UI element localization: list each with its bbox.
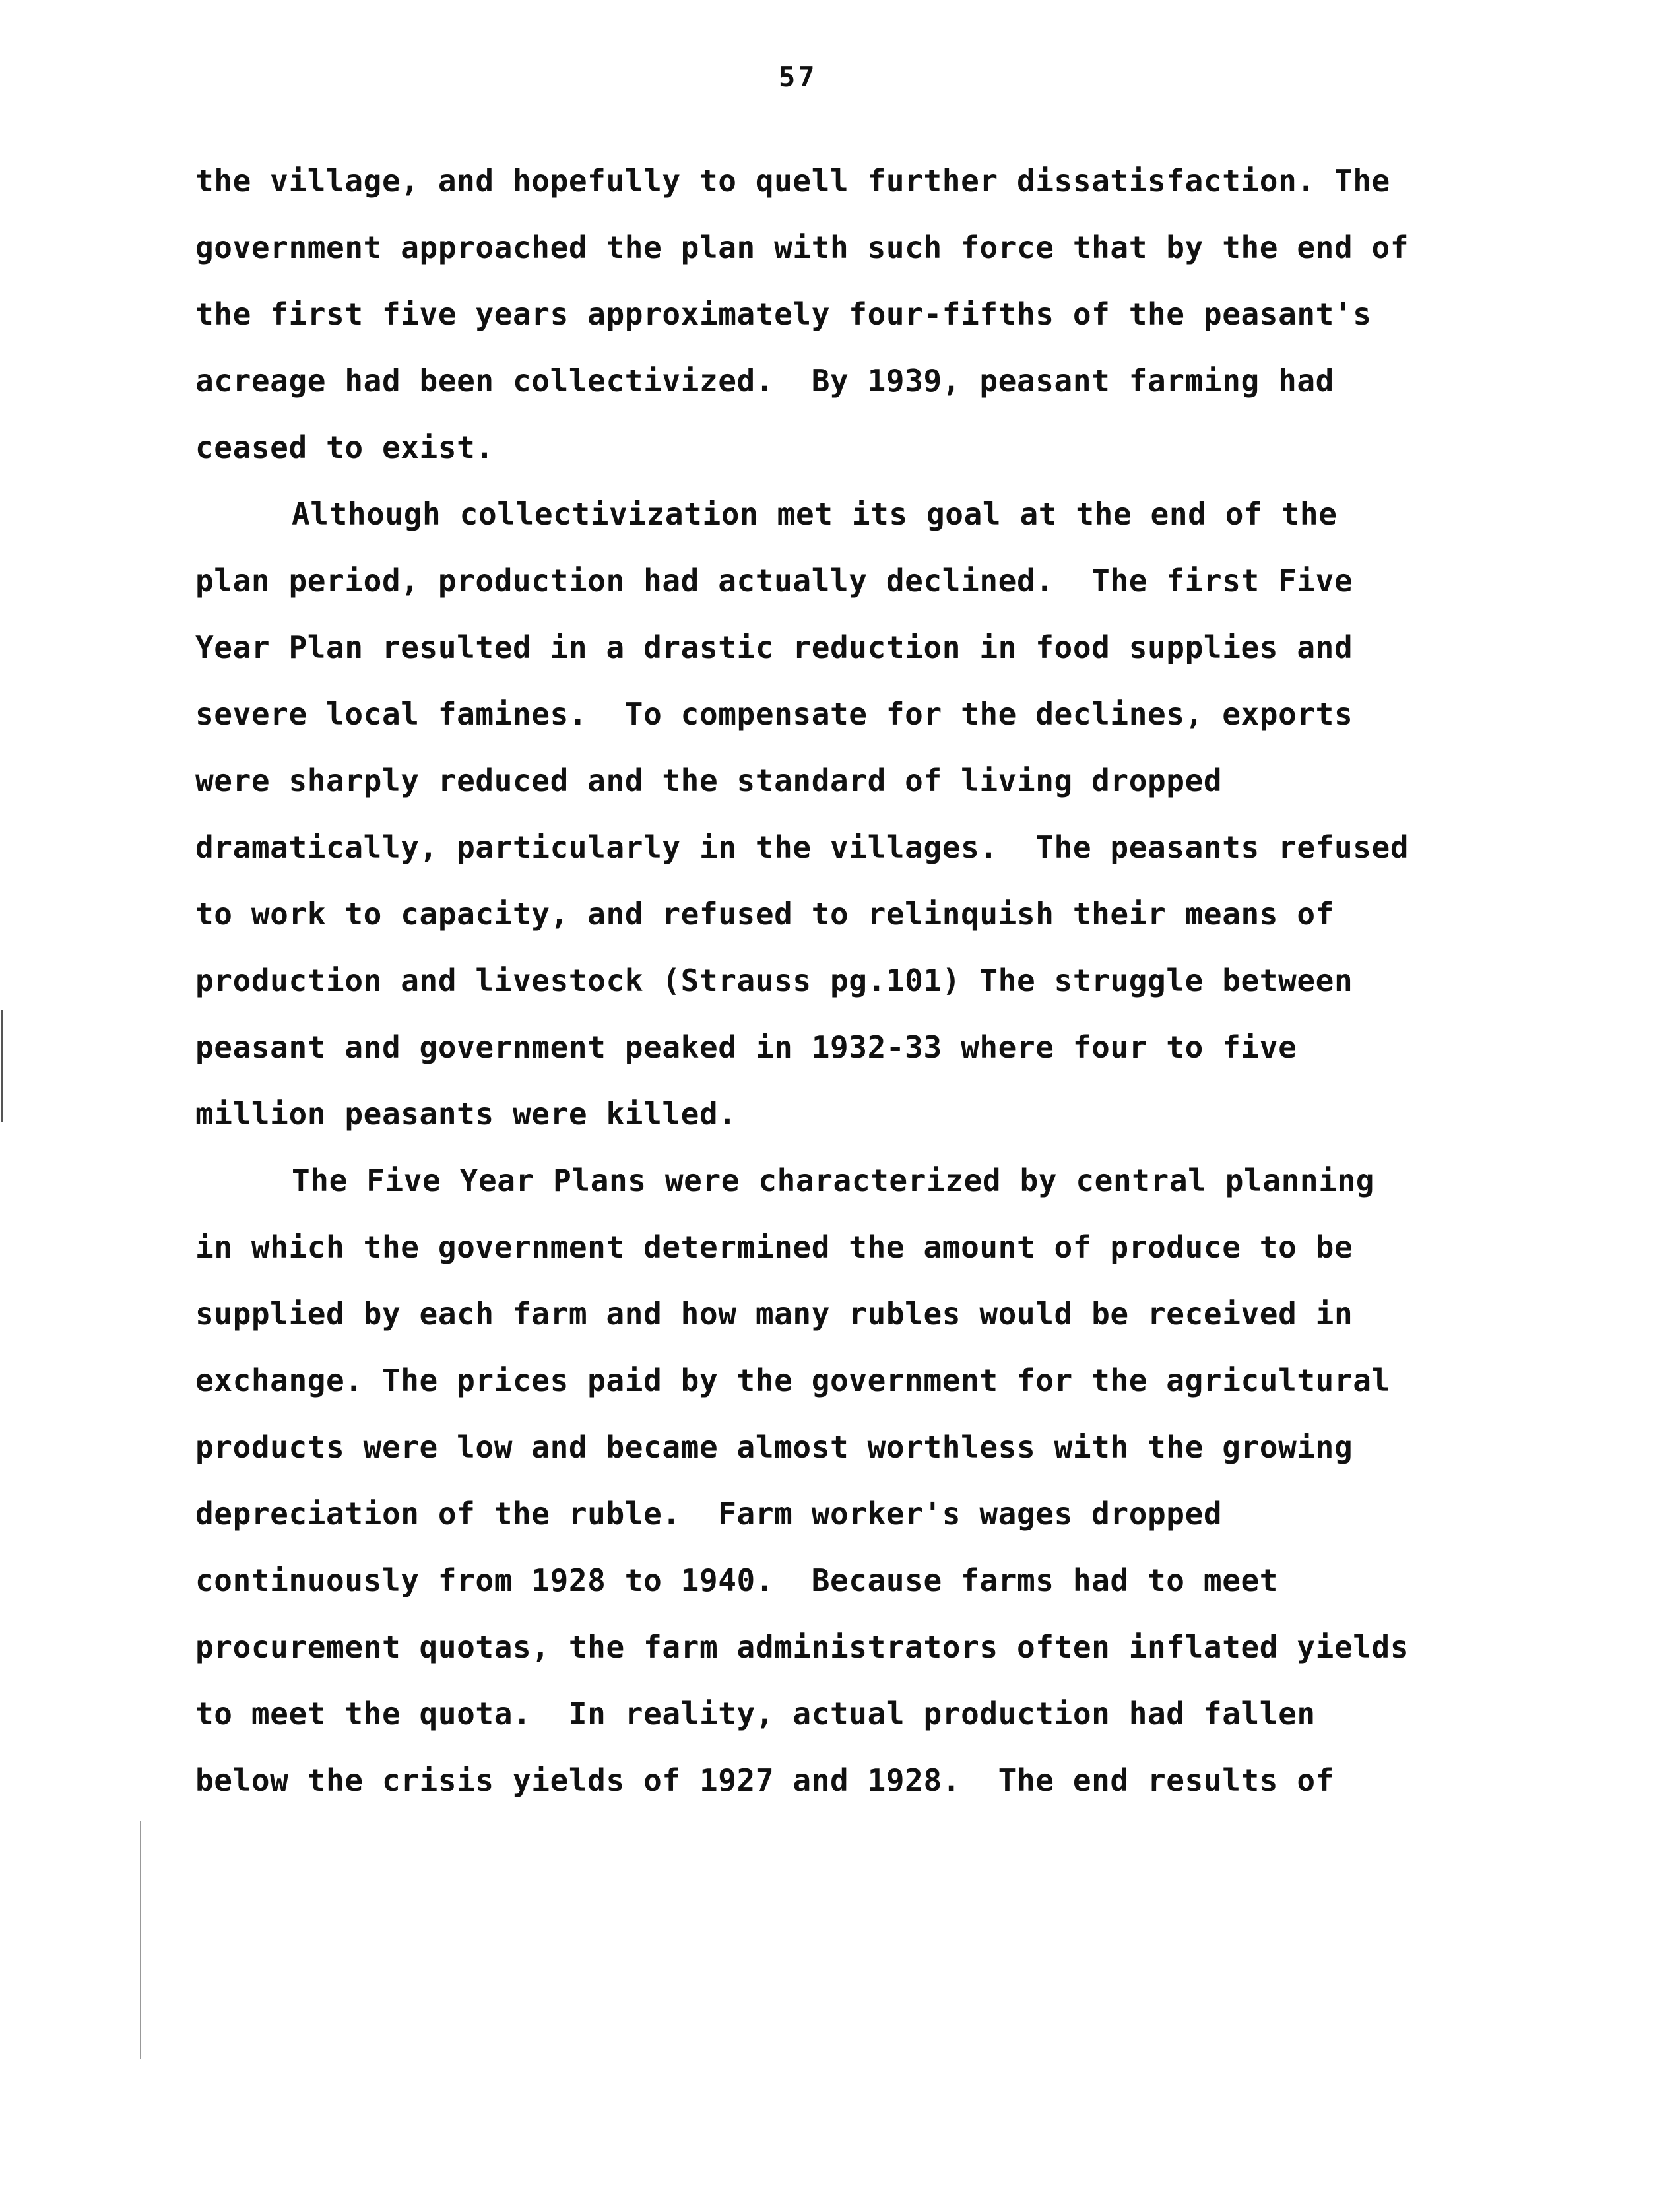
text-line: to meet the quota. In reality, actual production had fallen xyxy=(195,1696,1316,1731)
text-line: in which the government determined the amount of produce to be xyxy=(195,1229,1353,1265)
text-line: the first five years approximately four-fifths of the peasant's xyxy=(195,296,1372,332)
scan-margin-mark xyxy=(140,1821,141,2059)
text-line: continuously from 1928 to 1940. Because farms had to meet xyxy=(195,1563,1279,1598)
text-line: the village, and hopefully to quell further dissatisfaction. The xyxy=(195,163,1390,199)
text-line: ceased to exist. xyxy=(195,430,494,465)
text-line: procurement quotas, the farm administrators often inflated yields xyxy=(195,1629,1409,1665)
text-line: Although collectivization met its goal at the end of the xyxy=(292,496,1338,532)
text-line: to work to capacity, and refused to relinquish their means of xyxy=(195,896,1334,932)
body-text xyxy=(195,158,1541,1824)
scan-margin-mark xyxy=(1,1010,3,1122)
text-line: peasant and government peaked in 1932-33 where four to five xyxy=(195,1029,1297,1065)
text-line: million peasants were killed. xyxy=(195,1096,737,1132)
text-line: depreciation of the ruble. Farm worker's wages dropped xyxy=(195,1496,1223,1532)
text-line: plan period, production had actually declined. The first Five xyxy=(195,563,1353,598)
text-line: dramatically, particularly in the villages. The peasants refused xyxy=(195,829,1409,865)
text-line: production and livestock (Strauss pg.101) The struggle between xyxy=(195,963,1353,998)
text-line: below the crisis yields of 1927 and 1928. The end results of xyxy=(195,1762,1334,1798)
text-line: exchange. The prices paid by the government for the agricultural xyxy=(195,1363,1390,1398)
text-line: severe local famines. To compensate for the declines, exports xyxy=(195,696,1353,732)
text-line: The Five Year Plans were characterized by central planning xyxy=(292,1163,1375,1198)
text-line: acreage had been collectivized. By 1939, peasant farming had xyxy=(195,363,1334,399)
page-number: 57 xyxy=(779,61,818,93)
text-line: were sharply reduced and the standard of living dropped xyxy=(195,763,1223,798)
text-line: Year Plan resulted in a drastic reduction in food supplies and xyxy=(195,629,1353,665)
text-line: products were low and became almost worthless with the growing xyxy=(195,1429,1353,1465)
text-line: government approached the plan with such force that by the end of xyxy=(195,230,1409,265)
text-line: supplied by each farm and how many rubles would be received in xyxy=(195,1296,1353,1332)
